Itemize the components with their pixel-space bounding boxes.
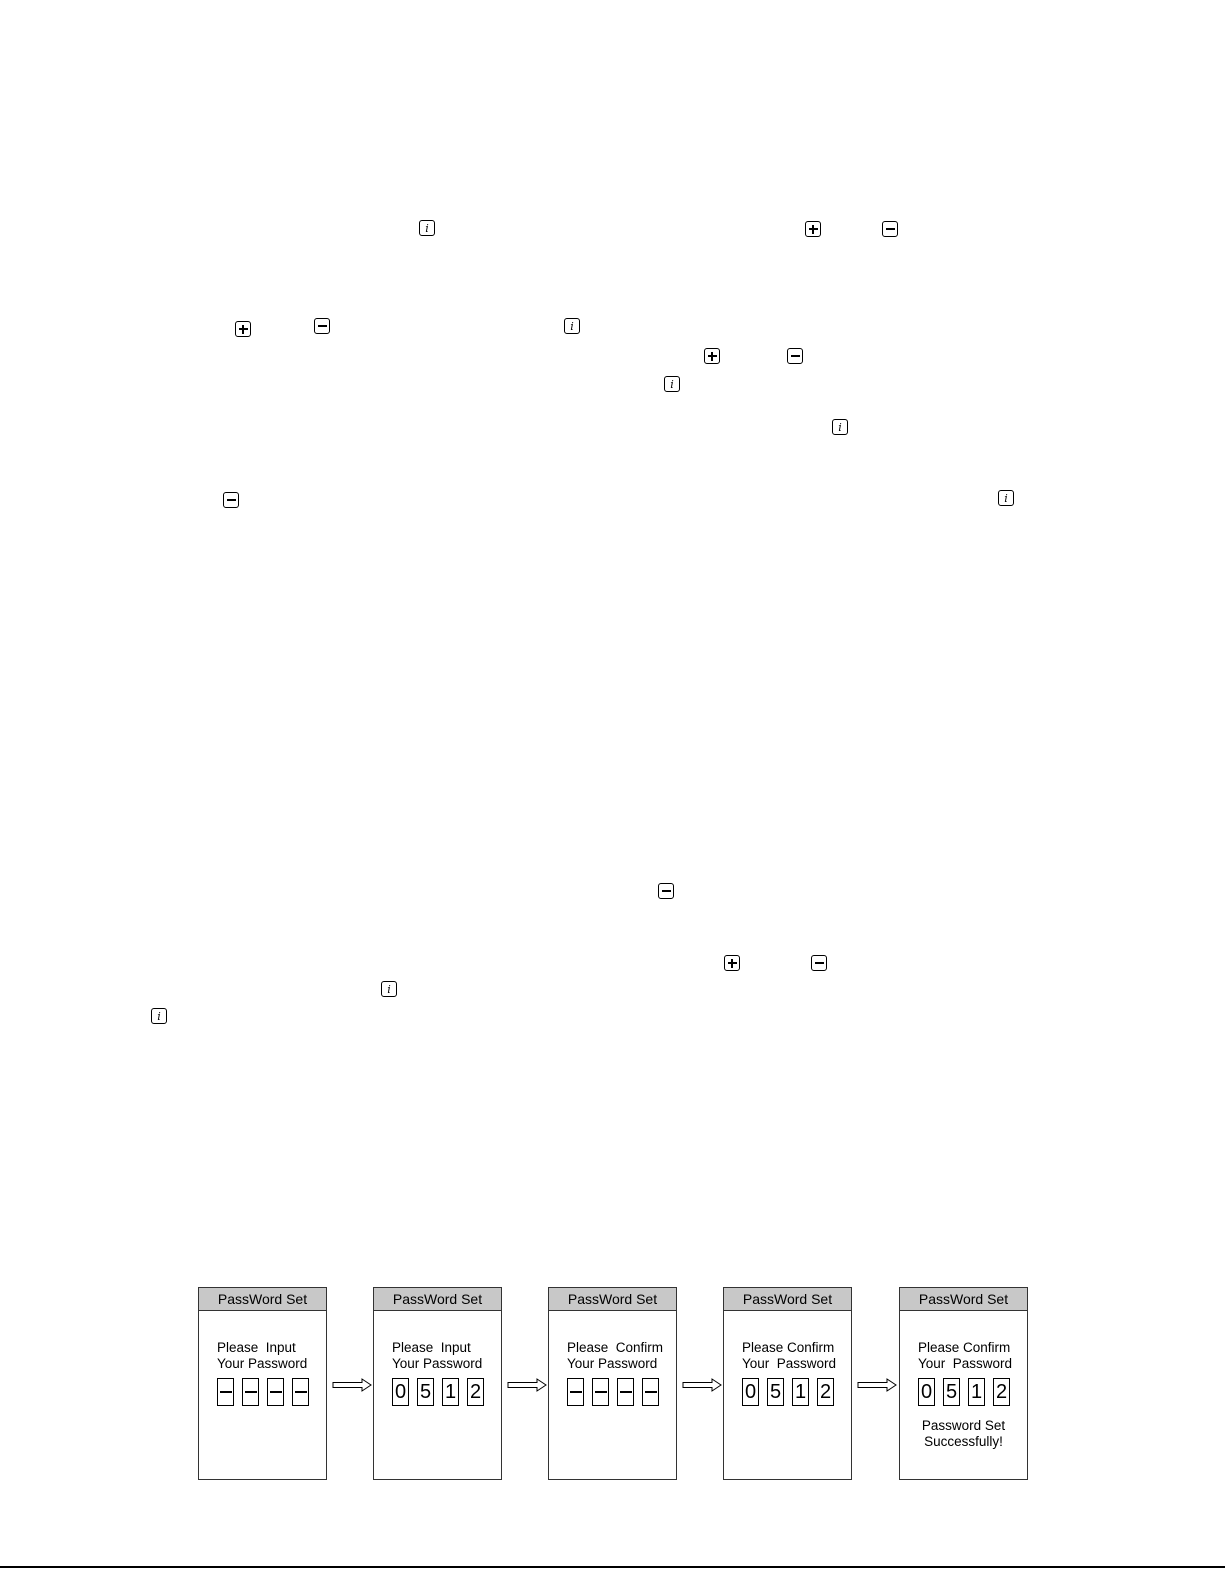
empty-digit-dash (620, 1391, 632, 1393)
plus-button-icon (235, 321, 251, 337)
arrow-right-icon (507, 1378, 547, 1392)
prompt-line: Please Confirm (918, 1340, 1011, 1355)
prompt-line: Your Password (567, 1356, 658, 1371)
empty-digit-dash (220, 1391, 232, 1393)
screen-prompt (392, 1340, 497, 1372)
plus-button-icon (724, 955, 740, 971)
minus-button-icon (787, 348, 803, 364)
minus-button-icon (658, 883, 674, 899)
password-digit (617, 1378, 634, 1406)
password-digit: 0 (918, 1378, 935, 1406)
prompt-line: Please Confirm (567, 1340, 664, 1355)
password-digit (217, 1378, 234, 1406)
password-digit: 2 (993, 1378, 1010, 1406)
password-screen (899, 1287, 1028, 1480)
empty-digit-dash (595, 1391, 607, 1393)
screen-header: PassWord Set (900, 1288, 1027, 1311)
prompt-line: Please Input (217, 1340, 296, 1355)
password-screen (373, 1287, 502, 1480)
empty-digit-dash (295, 1391, 307, 1393)
password-digit: 0 (742, 1378, 759, 1406)
password-screen (548, 1287, 677, 1480)
password-screen (198, 1287, 327, 1480)
password-digit: 5 (943, 1378, 960, 1406)
arrow-right-icon (682, 1378, 722, 1392)
screen-prompt (217, 1340, 322, 1372)
minus-button-icon (314, 318, 330, 334)
plus-button-icon (805, 221, 821, 237)
password-digit (592, 1378, 609, 1406)
screen-header: PassWord Set (724, 1288, 851, 1311)
arrow-right-icon (857, 1378, 897, 1392)
prompt-line: Please Confirm (742, 1340, 835, 1355)
minus-button-icon (882, 221, 898, 237)
password-digit: 2 (817, 1378, 834, 1406)
password-digit: 5 (767, 1378, 784, 1406)
page-footer-rule (0, 1566, 1225, 1568)
minus-button-icon (223, 492, 239, 508)
password-digits (217, 1378, 309, 1406)
success-message (900, 1418, 1027, 1450)
screen-header: PassWord Set (549, 1288, 676, 1311)
screen-prompt (567, 1340, 672, 1372)
info-button-icon: i (564, 318, 580, 334)
screen-prompt (918, 1340, 1023, 1372)
info-button-icon: i (151, 1008, 167, 1024)
password-digit: 2 (467, 1378, 484, 1406)
password-digit (267, 1378, 284, 1406)
password-digit: 5 (417, 1378, 434, 1406)
plus-button-icon (704, 348, 720, 364)
minus-button-icon (811, 955, 827, 971)
status-line: Password Set (921, 1418, 1006, 1433)
password-digits (567, 1378, 659, 1406)
password-digit: 1 (792, 1378, 809, 1406)
password-digit (292, 1378, 309, 1406)
info-button-icon: i (998, 490, 1014, 506)
screen-prompt (742, 1340, 847, 1372)
password-screen (723, 1287, 852, 1480)
prompt-line: Please Input (392, 1340, 471, 1355)
prompt-line: Your Password (217, 1356, 308, 1371)
empty-digit-dash (270, 1391, 282, 1393)
password-digits (392, 1378, 484, 1406)
password-digits (918, 1378, 1010, 1406)
password-digit (242, 1378, 259, 1406)
info-button-icon: i (664, 376, 680, 392)
info-button-icon: i (832, 419, 848, 435)
password-digit (642, 1378, 659, 1406)
password-digit: 0 (392, 1378, 409, 1406)
info-button-icon: i (419, 220, 435, 236)
status-line: Successfully! (924, 1434, 1003, 1449)
prompt-line: Your Password (392, 1356, 483, 1371)
prompt-line: Your Password (742, 1356, 837, 1371)
password-digit: 1 (968, 1378, 985, 1406)
password-digit (567, 1378, 584, 1406)
empty-digit-dash (245, 1391, 257, 1393)
empty-digit-dash (645, 1391, 657, 1393)
screen-header: PassWord Set (199, 1288, 326, 1311)
password-digit: 1 (442, 1378, 459, 1406)
password-digits (742, 1378, 834, 1406)
screen-header: PassWord Set (374, 1288, 501, 1311)
empty-digit-dash (570, 1391, 582, 1393)
info-button-icon: i (381, 981, 397, 997)
prompt-line: Your Password (918, 1356, 1013, 1371)
arrow-right-icon (332, 1378, 372, 1392)
